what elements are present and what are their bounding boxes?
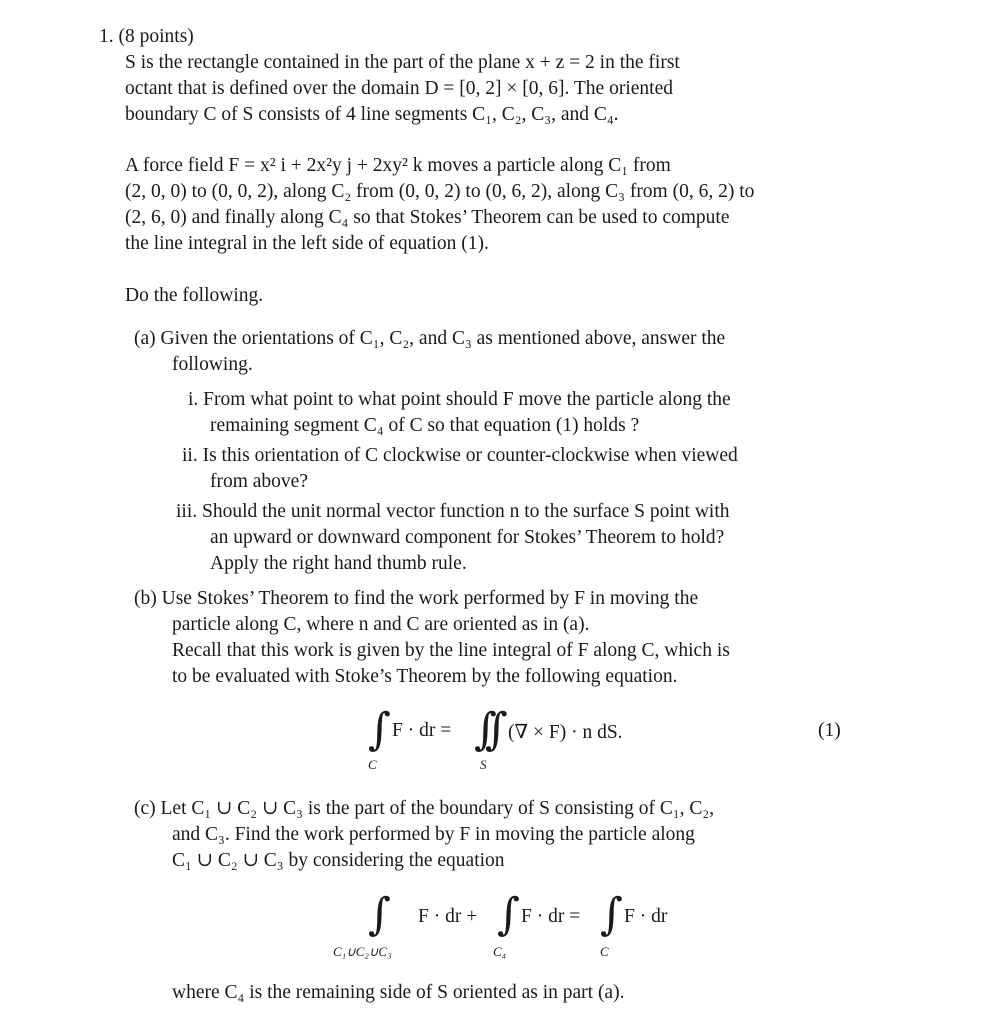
subpart-ii-line: from above? <box>210 471 308 492</box>
part-b-line: to be evaluated with Stoke’s Theorem by the following equation. <box>172 666 678 687</box>
text-line: S is the rectangle contained in the part of the plane x + z = 2 in the first <box>125 52 680 73</box>
equation-term-2: F · dr = <box>521 906 581 927</box>
text-line: A force field F = x² i + 2x²y j + 2xy² k moves a particle along C₁ from <box>125 155 671 176</box>
subpart-iii-line: Apply the right hand thumb rule. <box>210 553 467 574</box>
text-line: octant that is defined over the domain D = [0, 2] × [0, 6]. The oriented <box>125 78 673 99</box>
double-integral-sign: ∫∫ <box>474 704 496 755</box>
text-line: boundary C of S consists of 4 line segments C₁, C₂, C₃, and C₄. <box>125 104 619 125</box>
part-a-line: following. <box>172 354 253 375</box>
integral-subscript: C <box>600 944 609 959</box>
integral-sign: ∫ <box>600 889 623 940</box>
integral-sign: ∫ <box>368 704 391 755</box>
equation-number: (1) <box>818 720 841 741</box>
text-line: (2, 0, 0) to (0, 0, 2), along C₂ from (0, 0, 2) to (0, 6, 2), along C₃ from (0, 6, 2) to <box>125 181 755 202</box>
part-c-line: and C₃. Find the work performed by F in moving the particle along <box>172 824 695 845</box>
part-b-line: (b) Use Stokes’ Theorem to find the work performed by F in moving the <box>134 588 699 609</box>
text-line: (2, 6, 0) and finally along C₄ so that Stokes’ Theorem can be used to compute <box>125 207 730 228</box>
integral-subscript: C <box>368 757 377 772</box>
subpart-i-line: i. From what point to what point should F move the particle along the <box>188 389 731 410</box>
subpart-iii-line: iii. Should the unit normal vector function n to the surface S point with <box>176 501 730 522</box>
integral-subscript: C₁∪C₂∪C₃ <box>333 944 392 959</box>
subpart-iii-line: an upward or downward component for Stokes’ Theorem to hold? <box>210 527 725 548</box>
equation-rhs: (∇ × F) · n dS. <box>508 722 623 743</box>
subpart-ii-line: ii. Is this orientation of C clockwise or counter-clockwise when viewed <box>182 445 738 466</box>
part-b-line: Recall that this work is given by the line integral of F along C, which is <box>172 640 730 661</box>
double-integral-subscript: S <box>480 757 487 772</box>
part-c-line: where C₄ is the remaining side of S oriented as in part (a). <box>172 982 625 1003</box>
integral-sign: ∫ <box>497 889 520 940</box>
part-c-line: C₁ ∪ C₂ ∪ C₃ by considering the equation <box>172 850 505 871</box>
equation-lhs: F · dr = <box>392 720 452 741</box>
problem-header: 1. (8 points) <box>99 26 194 47</box>
integral-sign: ∫ <box>368 889 391 940</box>
text-line: the line integral in the left side of equation (1). <box>125 233 489 254</box>
equation-term-1: F · dr + <box>418 906 478 927</box>
part-a-line: (a) Given the orientations of C₁, C₂, and C₃ as mentioned above, answer the <box>134 328 726 349</box>
integral-subscript: C₄ <box>493 944 507 959</box>
instruction-line: Do the following. <box>125 285 264 306</box>
equation-term-3: F · dr <box>624 906 668 927</box>
subpart-i-line: remaining segment C₄ of C so that equation (1) holds ? <box>210 415 640 436</box>
part-c-line: (c) Let C₁ ∪ C₂ ∪ C₃ is the part of the boundary of S consisting of C₁, C₂, <box>134 798 715 819</box>
part-b-line: particle along C, where n and C are oriented as in (a). <box>172 614 590 635</box>
